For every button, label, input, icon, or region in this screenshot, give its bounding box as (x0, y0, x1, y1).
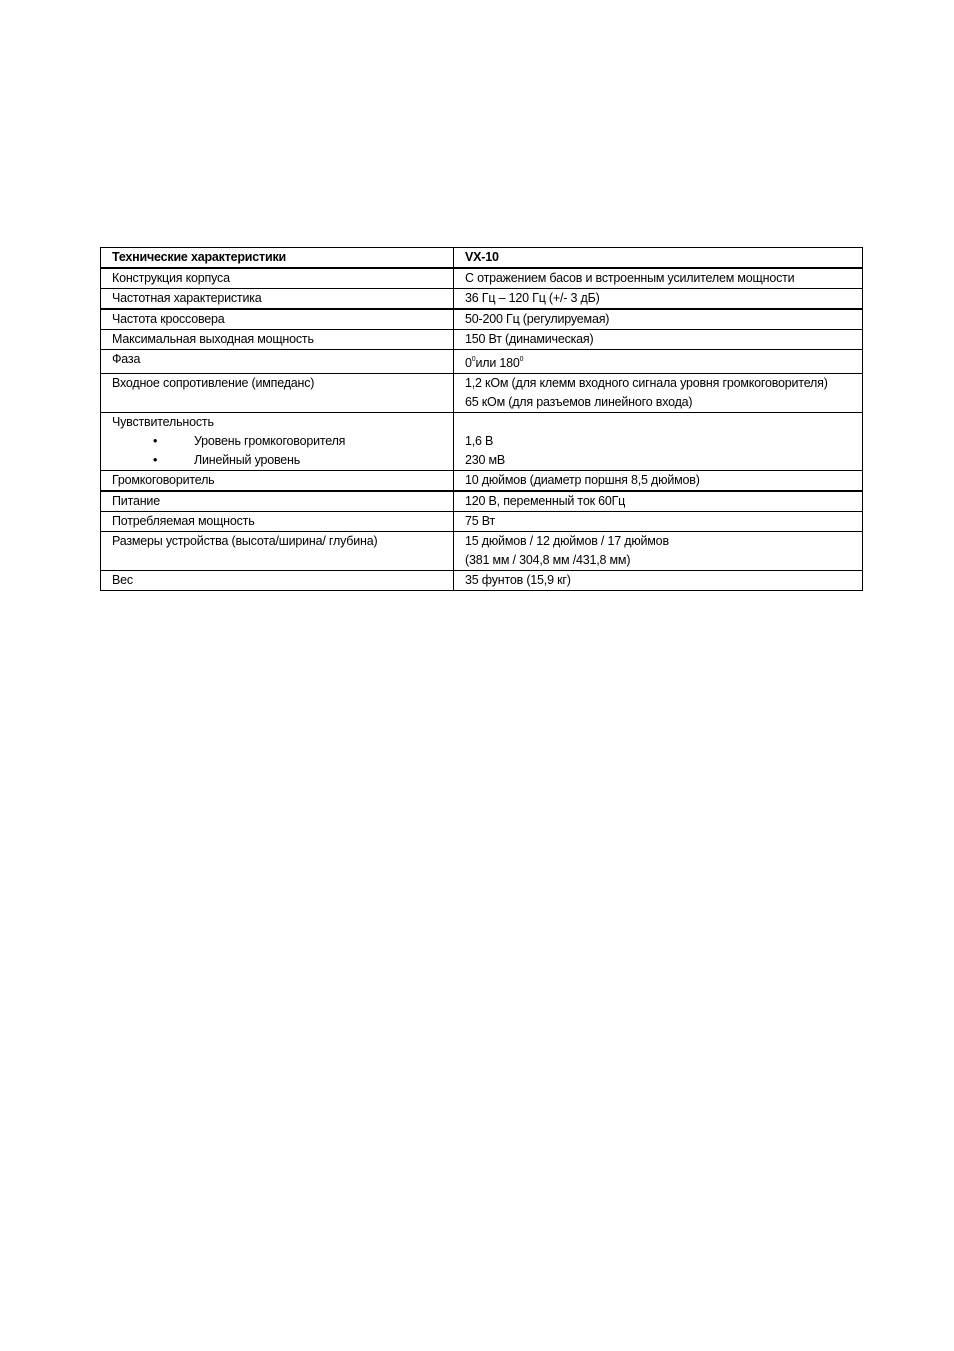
bullet-icon: • (153, 434, 158, 448)
row-value-weight: 35 фунтов (15,9 кг) (454, 571, 863, 591)
row-label-max-power: Максимальная выходная мощность (101, 330, 454, 350)
sensitivity-item-speaker-level (112, 432, 449, 451)
phase-degree-a: 0 (471, 356, 476, 363)
row-value-enclosure: С отражением басов и встроенным усилителем мощности (454, 268, 863, 289)
row-label-dimensions: Размеры устройства (высота/ширина/ глубина) (101, 532, 454, 571)
dimensions-value-line2: (381 мм / 304,8 мм /431,8 мм) (465, 553, 631, 567)
table-row (101, 309, 863, 330)
table-row (101, 512, 863, 532)
row-value-dimensions (454, 532, 863, 571)
row-value-max-power: 150 Вт (динамическая) (454, 330, 863, 350)
sensitivity-label: Чувствительность (112, 415, 214, 429)
table-row (101, 491, 863, 512)
impedance-value-line1: 1,2 кОм (для клемм входного сигнала уровня громкоговорителя) (465, 376, 828, 390)
sensitivity-item-line-level (112, 451, 449, 470)
table-header-row (101, 248, 863, 269)
table-row (101, 289, 863, 310)
sensitivity-item2-label: Линейный уровень (194, 453, 301, 467)
row-label-enclosure: Конструкция корпуса (101, 268, 454, 289)
table-row (101, 330, 863, 350)
row-label-weight: Вес (101, 571, 454, 591)
table-row (101, 471, 863, 492)
phase-value-a: 0 (465, 356, 472, 370)
row-value-consumption: 75 Вт (454, 512, 863, 532)
table-row (101, 571, 863, 591)
sensitivity-item1-value: 1,6 В (465, 434, 494, 448)
row-label-crossover: Частота кроссовера (101, 309, 454, 330)
sensitivity-item1-label: Уровень громкоговорителя (194, 434, 346, 448)
row-value-impedance (454, 374, 863, 413)
dimensions-value-line1: 15 дюймов / 12 дюймов / 17 дюймов (465, 534, 669, 548)
row-label-consumption: Потребляемая мощность (101, 512, 454, 532)
row-label-sensitivity (101, 413, 454, 471)
row-label-speaker: Громкоговоритель (101, 471, 454, 492)
row-label-phase: Фаза (101, 350, 454, 374)
row-value-crossover: 50-200 Гц (регулируемая) (454, 309, 863, 330)
header-model: VX-10 (454, 248, 863, 269)
impedance-value-line2: 65 кОм (для разъемов линейного входа) (465, 395, 693, 409)
specifications-table (100, 247, 863, 591)
row-value-phase (454, 350, 863, 374)
row-value-frequency-response: 36 Гц – 120 Гц (+/- 3 дБ) (454, 289, 863, 310)
sensitivity-item2-value: 230 мВ (465, 453, 506, 467)
row-label-power-supply: Питание (101, 491, 454, 512)
header-specifications: Технические характеристики (101, 248, 454, 269)
bullet-icon: • (153, 453, 158, 467)
table-row (101, 350, 863, 374)
phase-value-b: или 180 (475, 356, 520, 370)
table-row (101, 268, 863, 289)
table-row (101, 374, 863, 413)
phase-degree-b: 0 (519, 356, 524, 363)
row-value-sensitivity (454, 413, 863, 471)
row-label-impedance: Входное сопротивление (импеданс) (101, 374, 454, 413)
table-row (101, 532, 863, 571)
sensitivity-spacer (465, 413, 858, 432)
row-value-speaker: 10 дюймов (диаметр поршня 8,5 дюймов) (454, 471, 863, 492)
table-row (101, 413, 863, 471)
row-value-power-supply: 120 В, переменный ток 60Гц (454, 491, 863, 512)
row-label-frequency-response: Частотная характеристика (101, 289, 454, 310)
